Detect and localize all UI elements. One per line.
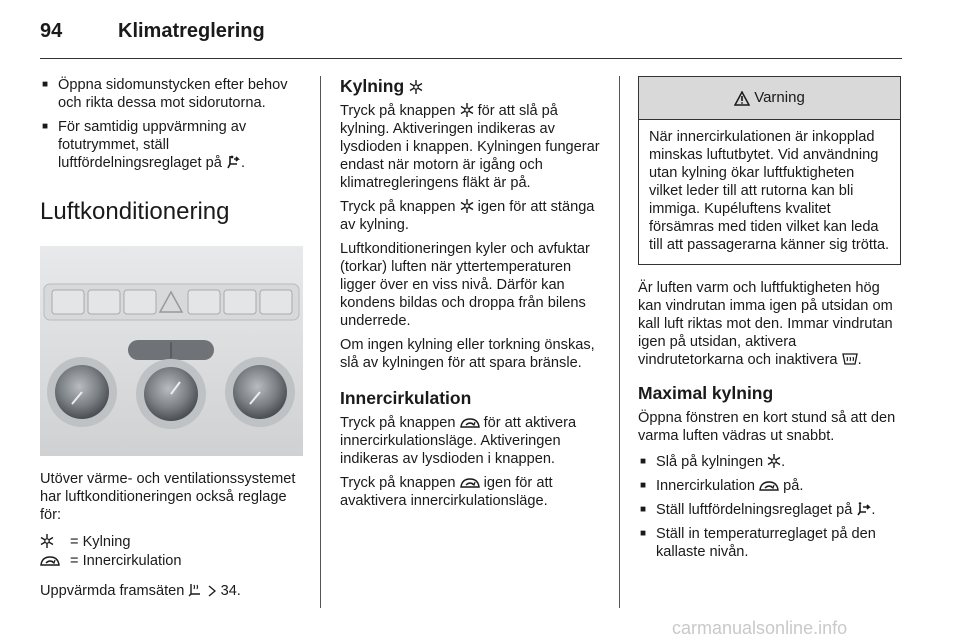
warning-box	[638, 76, 901, 265]
section-heading-recirculation: Innercirkulation	[340, 388, 472, 408]
rear-defrost-icon	[842, 352, 858, 366]
cooling-paragraph-2: Tryck på knappen igen för att stänga av kylning.	[340, 199, 595, 233]
max-cooling-steps	[638, 453, 902, 561]
column-divider-2	[619, 76, 620, 608]
list-item: ■ Ställ luftfördelningsreglaget på .	[638, 501, 902, 519]
face-vent-icon	[856, 502, 871, 516]
header-rule	[40, 58, 902, 59]
watermark: carmanualsonline.info	[672, 618, 848, 638]
snowflake-icon	[409, 80, 423, 94]
warning-text: När innercirkulationen är inkopplad minskas luftutbytet. Vid användning utan kylning ökar luftfuktigheten vilket leder till att rutorna kan bli immiga. Kupéluftens kvalitet försämras med tiden vilket kan leda till att passagerarna känner sig trötta.	[649, 129, 890, 253]
legend-row-cooling: = Kylning	[40, 532, 304, 551]
recirc-paragraph-2: Tryck på knappen igen för att avaktivera innercirkulationsläge.	[340, 475, 553, 509]
snowflake-icon	[40, 534, 54, 548]
snowflake-icon	[460, 103, 474, 117]
list-item: ■ Ställ in temperaturreglaget på den kallaste nivån.	[638, 525, 902, 561]
climate-control-panel-image	[40, 246, 303, 456]
climate-panel-illustration	[40, 246, 303, 456]
recirculation-icon	[460, 477, 480, 489]
heated-seat-icon	[188, 583, 202, 597]
snowflake-icon	[767, 454, 781, 468]
fogging-paragraph: Är luften varm och luftfuktigheten hög kan vindrutan imma igen på utsidan om kall luft riktas mot den. Immar vindrutan igen på utsidan, aktivera vindrutetorkarna och inaktivera .	[638, 280, 893, 368]
page-reference-arrow-icon	[207, 585, 217, 597]
section-heading-cooling: Kylning	[340, 76, 604, 96]
list-item: ■ För samtidig uppvärmning av fotutrymmet, ställ luftfördelningsreglaget på .	[40, 118, 304, 172]
page-number: 94	[40, 20, 63, 42]
recirculation-icon	[759, 480, 779, 492]
recirculation-icon	[40, 555, 60, 567]
warning-triangle-icon	[734, 91, 750, 106]
section-heading-air-conditioning: Luftkonditionering	[40, 198, 230, 225]
section-heading-max-cooling: Maximal kylning	[638, 383, 774, 403]
list-item: ■ Öppna sidomunstycken efter behov och rikta dessa mot sidorutorna.	[40, 76, 304, 112]
snowflake-icon	[460, 199, 474, 213]
ac-intro-text: Utöver värme- och ventilationssystemet har luftkonditioneringen också reglage för:	[40, 471, 296, 523]
recirc-paragraph-1: Tryck på knappen för att aktivera innercirkulationsläge. Aktiveringen indikeras av lysdioden i knappen.	[340, 415, 577, 467]
list-item: ■ Innercirkulation på.	[638, 477, 902, 495]
legend-row-recirculation: = Innercirkulation	[40, 551, 304, 570]
page-title: Klimatreglering	[118, 20, 265, 42]
left-column	[40, 76, 304, 606]
middle-column	[340, 76, 604, 516]
right-column	[638, 76, 902, 567]
symbol-legend	[40, 532, 304, 570]
seat-heating-reference: Uppvärmda framsäten 34.	[40, 583, 241, 599]
warning-header: Varning	[639, 77, 900, 120]
cooling-paragraph-3: Luftkonditioneringen kyler och avfuktar (torkar) luften när yttertemperaturen ligger över en viss nivå. Därför kan kondens bildas och droppa från bilens underrede.	[340, 241, 590, 329]
max-cooling-intro: Öppna fönstren en kort stund så att den varma luften vädras ut snabbt.	[638, 410, 896, 444]
warning-body	[639, 120, 900, 264]
list-item: ■ Slå på kylningen .	[638, 453, 902, 471]
cooling-paragraph-1: Tryck på knappen för att slå på kylning. Aktiveringen indikeras av lysdioden i knappen. Kylningen fungerar endast när motorn är igång och klimatregleringens fläkt är på.	[340, 103, 600, 191]
recirculation-icon	[460, 417, 480, 429]
cooling-paragraph-4: Om ingen kylning eller torkning önskas, slå av kylningen för att spara bränsle.	[340, 337, 595, 371]
column-divider-1	[320, 76, 321, 608]
left-bullet-list	[40, 76, 304, 172]
seat-footwell-icon	[226, 155, 241, 169]
